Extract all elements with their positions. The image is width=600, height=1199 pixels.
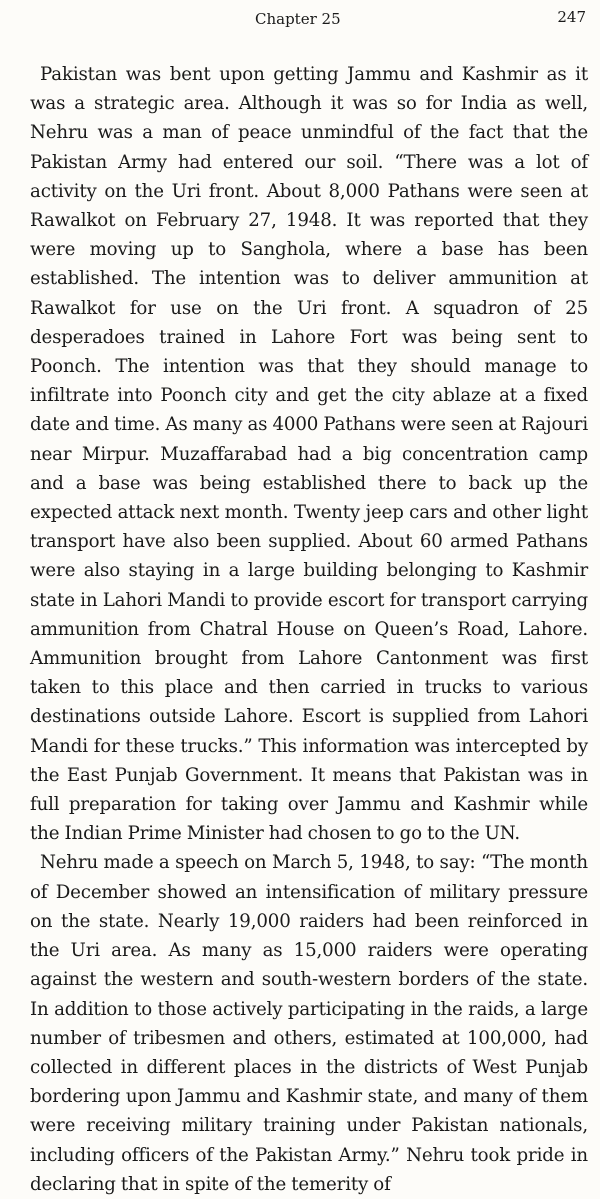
body-text: [30, 60, 588, 1199]
page-number: 247: [557, 8, 586, 26]
paragraph-2: Nehru made a speech on March 5, 1948, to say: “The month of December showed an intensification of military pressure on the state. Nearly 19,000 raiders had been reinforced in the Uri area. As many as 15,000 raiders were operating against the western and south-western borders of the state. In addition to those actively participating in the raids, a large number of tribesmen and others, estimated at 100,000, had collected in different places in the districts of West Punjab bordering upon Jammu and Kashmir state, and many of them were receiving military training under Pakistan nationals, including officers of the Pakistan Army.” Nehru took pride in declaring that in spite of the temerity of: [30, 852, 588, 1195]
chapter-title: Chapter 25: [255, 10, 341, 28]
paragraph-1: Pakistan was bent upon getting Jammu and Kashmir as it was a strategic area. Although it was so for India as well, Nehru was a man of peace unmindful of the fact that the Pakistan Army had entered our soil. “There was a lot of activity on the Uri front. About 8,000 Pathans were seen at Rawalkot on February 27, 1948. It was reported that they were moving up to Sanghola, where a base has been established. The intention was to deliver ammunition at Rawalkot for use on the Uri front. A squadron of 25 desperadoes trained in Lahore Fort was being sent to Poonch. The intention was that they should manage to infiltrate into Poonch city and get the city ablaze at a fixed date and time. As many as 4000 Pathans were seen at Rajouri near Mirpur. Muzaffarabad had a big concentration camp and a base was being established there to back up the expected attack next month. Twenty jeep cars and other light transport have also been supplied. About 60 armed Pathans were also staying in a large building belonging to Kashmir state in Lahori Mandi to provide escort for transport carrying ammunition from Chatral House on Queen’s Road, Lahore. Ammunition brought from Lahore Cantonment was first taken to this place and then carried in trucks to various destinations outside Lahore. Escort is supplied from Lahori Mandi for these trucks.” This information was intercepted by the East Punjab Government. It means that Pakistan was in full preparation for taking over Jammu and Kashmir while the Indian Prime Minister had chosen to go to the UN.: [30, 64, 588, 845]
running-head: [0, 6, 600, 36]
